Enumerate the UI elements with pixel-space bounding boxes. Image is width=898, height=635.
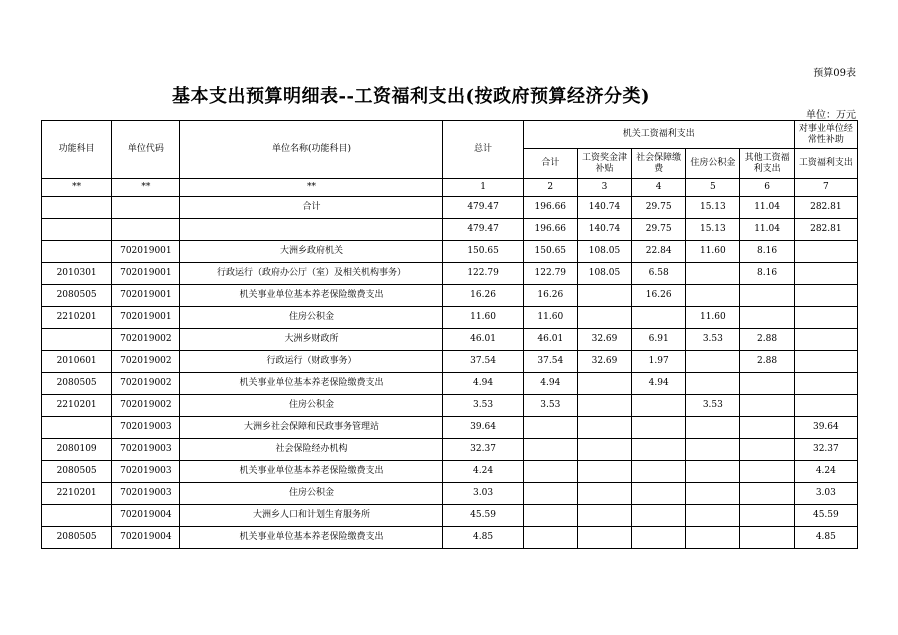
index-cell: ** <box>180 179 443 197</box>
unit-code-cell: 702019002 <box>112 373 180 395</box>
func-code-cell: 2210201 <box>42 483 112 505</box>
total-cell: 32.37 <box>443 439 523 461</box>
col-header-social: 社会保障缴费 <box>632 149 686 179</box>
unit-code-cell: 702019002 <box>112 395 180 417</box>
index-row <box>42 179 858 197</box>
salary-cell: 140.74 <box>577 197 631 219</box>
table-row <box>42 241 858 263</box>
func-code-cell <box>42 219 112 241</box>
col-header-name: 单位名称(功能科目) <box>180 121 443 179</box>
unit-code-cell: 702019001 <box>112 263 180 285</box>
social-cell <box>632 461 686 483</box>
header-row-1 <box>42 121 858 149</box>
other-cell <box>740 527 794 549</box>
social-cell: 22.84 <box>632 241 686 263</box>
subtotal-cell: 16.26 <box>523 285 577 307</box>
salary-cell <box>577 505 631 527</box>
unit-code-cell: 702019004 <box>112 527 180 549</box>
func-code-cell: 2210201 <box>42 395 112 417</box>
unit-name-cell: 机关事业单位基本养老保险缴费支出 <box>180 373 443 395</box>
func-code-cell: 2080109 <box>42 439 112 461</box>
table-row <box>42 483 858 505</box>
social-cell: 16.26 <box>632 285 686 307</box>
total-cell: 150.65 <box>443 241 523 263</box>
housing-cell: 3.53 <box>686 395 740 417</box>
index-cell: 3 <box>577 179 631 197</box>
subtotal-cell: 3.53 <box>523 395 577 417</box>
total-cell: 39.64 <box>443 417 523 439</box>
subtotal-cell: 150.65 <box>523 241 577 263</box>
salary-cell <box>577 461 631 483</box>
table-row <box>42 263 858 285</box>
subsidy-wage-cell <box>794 263 857 285</box>
salary-cell: 32.69 <box>577 351 631 373</box>
subsidy-wage-cell <box>794 329 857 351</box>
subsidy-wage-cell: 282.81 <box>794 219 857 241</box>
budget-table <box>41 120 858 549</box>
housing-cell <box>686 461 740 483</box>
func-code-cell: 2210201 <box>42 307 112 329</box>
housing-cell: 15.13 <box>686 197 740 219</box>
func-code-cell <box>42 197 112 219</box>
salary-cell <box>577 373 631 395</box>
subsidy-wage-cell: 4.24 <box>794 461 857 483</box>
subtotal-cell <box>523 417 577 439</box>
func-code-cell: 2010301 <box>42 263 112 285</box>
salary-cell: 108.05 <box>577 241 631 263</box>
table-row <box>42 329 858 351</box>
total-cell: 3.53 <box>443 395 523 417</box>
unit-name-cell: 大洲乡财政所 <box>180 329 443 351</box>
subsidy-wage-cell: 39.64 <box>794 417 857 439</box>
social-cell: 1.97 <box>632 351 686 373</box>
subtotal-cell: 196.66 <box>523 219 577 241</box>
salary-cell: 108.05 <box>577 263 631 285</box>
other-cell: 11.04 <box>740 219 794 241</box>
total-cell: 45.59 <box>443 505 523 527</box>
unit-code-cell: 702019001 <box>112 307 180 329</box>
subsidy-wage-cell <box>794 373 857 395</box>
func-code-cell: 2080505 <box>42 373 112 395</box>
social-cell: 6.91 <box>632 329 686 351</box>
housing-cell <box>686 439 740 461</box>
salary-cell <box>577 395 631 417</box>
social-cell <box>632 417 686 439</box>
unit-code-cell: 702019002 <box>112 329 180 351</box>
subtotal-cell: 37.54 <box>523 351 577 373</box>
col-header-salary: 工资奖金津补贴 <box>577 149 631 179</box>
table-row <box>42 395 858 417</box>
func-code-cell: 2010601 <box>42 351 112 373</box>
housing-cell <box>686 527 740 549</box>
col-header-code: 单位代码 <box>112 121 180 179</box>
other-cell <box>740 417 794 439</box>
other-cell <box>740 439 794 461</box>
housing-cell <box>686 373 740 395</box>
table-row <box>42 439 858 461</box>
table-row <box>42 219 858 241</box>
other-cell <box>740 373 794 395</box>
index-cell: 4 <box>632 179 686 197</box>
index-cell: 7 <box>794 179 857 197</box>
col-header-subsidy-group: 对事业单位经常性补助 <box>794 121 857 149</box>
func-code-cell <box>42 417 112 439</box>
total-cell: 11.60 <box>443 307 523 329</box>
unit-name-cell: 大洲乡政府机关 <box>180 241 443 263</box>
social-cell: 29.75 <box>632 219 686 241</box>
unit-code-cell: 702019001 <box>112 285 180 307</box>
table-row <box>42 461 858 483</box>
unit-name-cell: 行政运行（政府办公厅（室）及相关机构事务） <box>180 263 443 285</box>
unit-name-cell: 机关事业单位基本养老保险缴费支出 <box>180 285 443 307</box>
index-cell: 5 <box>686 179 740 197</box>
func-code-cell: 2080505 <box>42 285 112 307</box>
total-cell: 479.47 <box>443 197 523 219</box>
other-cell <box>740 395 794 417</box>
subsidy-wage-cell: 32.37 <box>794 439 857 461</box>
subtotal-cell: 46.01 <box>523 329 577 351</box>
unit-name-cell: 住房公积金 <box>180 395 443 417</box>
subtotal-cell <box>523 439 577 461</box>
index-cell: 2 <box>523 179 577 197</box>
housing-cell <box>686 505 740 527</box>
subtotal-cell: 196.66 <box>523 197 577 219</box>
index-cell: 1 <box>443 179 523 197</box>
col-header-group: 机关工资福利支出 <box>523 121 794 149</box>
unit-code-cell: 702019003 <box>112 417 180 439</box>
unit-name-cell: 大洲乡人口和计划生育服务所 <box>180 505 443 527</box>
subsidy-wage-cell <box>794 395 857 417</box>
subtotal-cell: 11.60 <box>523 307 577 329</box>
subtotal-cell: 122.79 <box>523 263 577 285</box>
unit-name-cell <box>180 219 443 241</box>
table-row <box>42 307 858 329</box>
func-code-cell <box>42 241 112 263</box>
unit-name-cell: 大洲乡社会保障和民政事务管理站 <box>180 417 443 439</box>
other-cell <box>740 285 794 307</box>
subsidy-wage-cell <box>794 285 857 307</box>
unit-code-cell <box>112 219 180 241</box>
other-cell: 11.04 <box>740 197 794 219</box>
total-cell: 3.03 <box>443 483 523 505</box>
unit-name-cell: 住房公积金 <box>180 307 443 329</box>
housing-cell: 15.13 <box>686 219 740 241</box>
subsidy-wage-cell <box>794 241 857 263</box>
salary-cell <box>577 527 631 549</box>
subtotal-cell <box>523 505 577 527</box>
other-cell: 2.88 <box>740 351 794 373</box>
salary-cell <box>577 439 631 461</box>
social-cell: 29.75 <box>632 197 686 219</box>
unit-name-cell: 住房公积金 <box>180 483 443 505</box>
index-cell: ** <box>42 179 112 197</box>
housing-cell <box>686 263 740 285</box>
total-cell: 16.26 <box>443 285 523 307</box>
other-cell <box>740 505 794 527</box>
total-cell: 46.01 <box>443 329 523 351</box>
col-header-subtotal: 合计 <box>523 149 577 179</box>
subtotal-cell <box>523 461 577 483</box>
unit-name-cell: 行政运行（财政事务） <box>180 351 443 373</box>
unit-code-cell: 702019001 <box>112 241 180 263</box>
other-cell <box>740 483 794 505</box>
housing-cell: 11.60 <box>686 241 740 263</box>
social-cell <box>632 505 686 527</box>
unit-code-cell: 702019003 <box>112 483 180 505</box>
subtotal-cell <box>523 527 577 549</box>
col-header-housing: 住房公积金 <box>686 149 740 179</box>
index-cell: 6 <box>740 179 794 197</box>
total-cell: 122.79 <box>443 263 523 285</box>
col-header-total: 总计 <box>443 121 523 179</box>
unit-code-cell: 702019003 <box>112 439 180 461</box>
salary-cell: 140.74 <box>577 219 631 241</box>
unit-name-cell: 合计 <box>180 197 443 219</box>
salary-cell <box>577 307 631 329</box>
unit-code-cell: 702019002 <box>112 351 180 373</box>
housing-cell <box>686 417 740 439</box>
subsidy-wage-cell: 4.85 <box>794 527 857 549</box>
other-cell: 8.16 <box>740 241 794 263</box>
index-cell: ** <box>112 179 180 197</box>
total-cell: 4.85 <box>443 527 523 549</box>
unit-code-cell: 702019003 <box>112 461 180 483</box>
subsidy-wage-cell <box>794 307 857 329</box>
other-cell: 2.88 <box>740 329 794 351</box>
form-number: 预算09表 <box>813 68 856 79</box>
col-header-subsidy-wage: 工资福利支出 <box>794 149 857 179</box>
total-cell: 37.54 <box>443 351 523 373</box>
subsidy-wage-cell: 45.59 <box>794 505 857 527</box>
total-cell: 4.24 <box>443 461 523 483</box>
unit-code-cell: 702019004 <box>112 505 180 527</box>
func-code-cell <box>42 505 112 527</box>
unit-name-cell: 机关事业单位基本养老保险缴费支出 <box>180 527 443 549</box>
table-row <box>42 351 858 373</box>
housing-cell: 11.60 <box>686 307 740 329</box>
subtotal-cell: 4.94 <box>523 373 577 395</box>
subsidy-wage-cell <box>794 351 857 373</box>
unit-name-cell: 社会保险经办机构 <box>180 439 443 461</box>
salary-cell <box>577 483 631 505</box>
table-row <box>42 373 858 395</box>
social-cell: 4.94 <box>632 373 686 395</box>
total-cell: 4.94 <box>443 373 523 395</box>
subsidy-wage-cell: 3.03 <box>794 483 857 505</box>
table-row <box>42 417 858 439</box>
func-code-cell: 2080505 <box>42 527 112 549</box>
other-cell <box>740 461 794 483</box>
page-title: 基本支出预算明细表--工资福利支出(按政府预算经济分类) <box>172 86 650 107</box>
social-cell <box>632 307 686 329</box>
social-cell <box>632 395 686 417</box>
other-cell: 8.16 <box>740 263 794 285</box>
table-row <box>42 285 858 307</box>
housing-cell <box>686 351 740 373</box>
housing-cell: 3.53 <box>686 329 740 351</box>
subsidy-wage-cell: 282.81 <box>794 197 857 219</box>
salary-cell <box>577 285 631 307</box>
social-cell <box>632 439 686 461</box>
table-row <box>42 527 858 549</box>
table-row <box>42 505 858 527</box>
col-header-func: 功能科目 <box>42 121 112 179</box>
func-code-cell <box>42 329 112 351</box>
unit-label: 单位：万元 <box>806 110 856 121</box>
func-code-cell: 2080505 <box>42 461 112 483</box>
table-row <box>42 197 858 219</box>
salary-cell <box>577 417 631 439</box>
other-cell <box>740 307 794 329</box>
social-cell <box>632 483 686 505</box>
salary-cell: 32.69 <box>577 329 631 351</box>
col-header-other: 其他工资福利支出 <box>740 149 794 179</box>
social-cell <box>632 527 686 549</box>
social-cell: 6.58 <box>632 263 686 285</box>
total-cell: 479.47 <box>443 219 523 241</box>
housing-cell <box>686 483 740 505</box>
unit-name-cell: 机关事业单位基本养老保险缴费支出 <box>180 461 443 483</box>
unit-code-cell <box>112 197 180 219</box>
subtotal-cell <box>523 483 577 505</box>
housing-cell <box>686 285 740 307</box>
